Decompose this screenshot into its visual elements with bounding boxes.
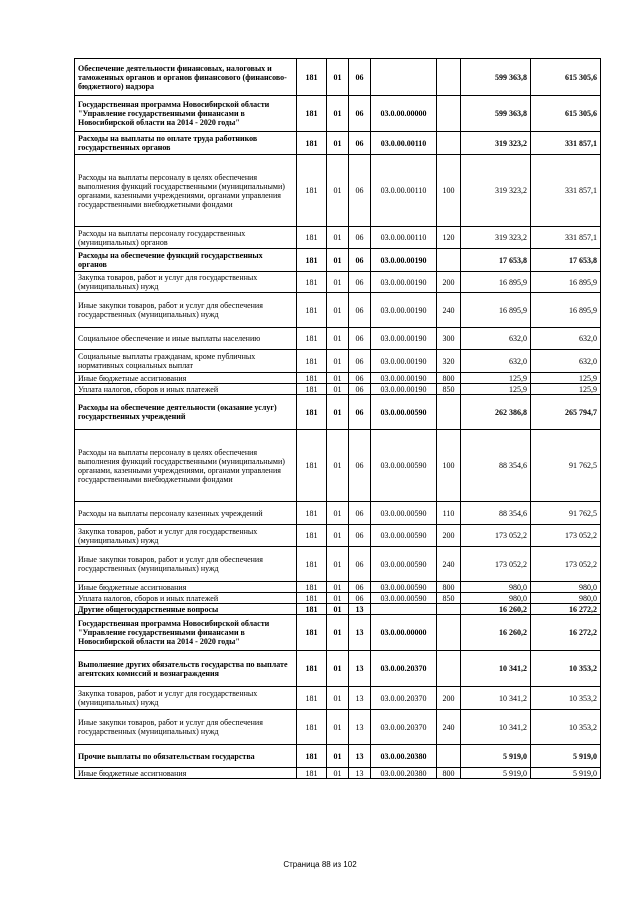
table-row (75, 59, 601, 96)
row-amount-year1: 10 341,2 (461, 687, 531, 710)
row-csr: 03.0.00.00190 (371, 328, 437, 350)
row-pr: 13 (349, 768, 371, 779)
row-name: Уплата налогов, сборов и иных платежей (75, 593, 297, 604)
row-rz: 01 (327, 96, 349, 132)
row-pr: 13 (349, 615, 371, 651)
row-rz: 01 (327, 745, 349, 768)
row-amount-year2: 5 919,0 (531, 745, 601, 768)
table-row (75, 350, 601, 373)
table-row (75, 745, 601, 768)
row-amount-year2: 16 895,9 (531, 272, 601, 293)
row-vr: 200 (437, 525, 461, 547)
row-vr (437, 132, 461, 155)
row-csr: 03.0.00.00110 (371, 155, 437, 227)
row-name: Другие общегосударственные вопросы (75, 604, 297, 615)
row-amount-year2: 91 762,5 (531, 430, 601, 502)
page-footer: Страница 88 из 102 (283, 860, 357, 869)
row-pr: 06 (349, 502, 371, 525)
row-amount-year2: 16 272,2 (531, 604, 601, 615)
row-csr: 03.0.00.00190 (371, 293, 437, 328)
row-rz: 01 (327, 328, 349, 350)
row-rz: 01 (327, 132, 349, 155)
row-csr: 03.0.00.20380 (371, 768, 437, 779)
row-vr (437, 615, 461, 651)
row-csr: 03.0.00.00590 (371, 582, 437, 593)
row-pr: 06 (349, 328, 371, 350)
row-amount-year2: 10 353,2 (531, 710, 601, 745)
row-amount-year1: 319 323,2 (461, 155, 531, 227)
row-vr: 100 (437, 430, 461, 502)
row-amount-year2: 5 919,0 (531, 768, 601, 779)
row-pr: 06 (349, 272, 371, 293)
row-vr: 320 (437, 350, 461, 373)
row-amount-year2: 632,0 (531, 328, 601, 350)
row-name: Закупка товаров, работ и услуг для государственных (муниципальных) нужд (75, 525, 297, 547)
row-pr: 06 (349, 430, 371, 502)
row-name: Закупка товаров, работ и услуг для государственных (муниципальных) нужд (75, 272, 297, 293)
row-vr: 240 (437, 710, 461, 745)
row-vr: 110 (437, 502, 461, 525)
row-csr (371, 59, 437, 96)
row-amount-year1: 88 354,6 (461, 502, 531, 525)
row-amount-year2: 17 653,8 (531, 249, 601, 272)
row-name: Расходы на выплаты персоналу государственных (муниципальных) органов (75, 227, 297, 249)
row-amount-year2: 331 857,1 (531, 132, 601, 155)
row-rz: 01 (327, 547, 349, 582)
row-grbs: 181 (297, 293, 327, 328)
row-amount-year2: 331 857,1 (531, 227, 601, 249)
row-pr: 06 (349, 384, 371, 395)
row-pr: 06 (349, 155, 371, 227)
row-amount-year1: 16 260,2 (461, 615, 531, 651)
row-grbs: 181 (297, 249, 327, 272)
row-vr: 300 (437, 328, 461, 350)
row-rz: 01 (327, 768, 349, 779)
table-row (75, 293, 601, 328)
row-pr: 06 (349, 96, 371, 132)
row-rz: 01 (327, 272, 349, 293)
table-row (75, 384, 601, 395)
row-name: Выполнение других обязательств государства по выплате агентских комиссий и вознаграждения (75, 651, 297, 687)
row-amount-year1: 88 354,6 (461, 430, 531, 502)
table-row (75, 373, 601, 384)
row-name: Расходы на выплаты персоналу в целях обеспечения выполнения функций государственными (муниципальными) органами, казенными учреждениями, органами управления государственными внебюджетными фондами (75, 430, 297, 502)
row-csr: 03.0.00.20380 (371, 745, 437, 768)
table-row (75, 502, 601, 525)
row-grbs: 181 (297, 59, 327, 96)
row-pr: 06 (349, 373, 371, 384)
table-row (75, 395, 601, 430)
row-csr: 03.0.00.00190 (371, 350, 437, 373)
row-csr: 03.0.00.20370 (371, 710, 437, 745)
row-grbs: 181 (297, 350, 327, 373)
row-vr: 200 (437, 687, 461, 710)
row-amount-year2: 173 052,2 (531, 547, 601, 582)
row-amount-year1: 980,0 (461, 593, 531, 604)
table-row (75, 687, 601, 710)
row-csr: 03.0.00.00590 (371, 502, 437, 525)
row-pr: 06 (349, 227, 371, 249)
row-csr: 03.0.00.20370 (371, 687, 437, 710)
table-body (75, 59, 601, 779)
row-grbs: 181 (297, 132, 327, 155)
row-vr (437, 604, 461, 615)
row-amount-year2: 125,9 (531, 373, 601, 384)
row-rz: 01 (327, 430, 349, 502)
row-rz: 01 (327, 249, 349, 272)
row-grbs: 181 (297, 272, 327, 293)
row-name: Уплата налогов, сборов и иных платежей (75, 384, 297, 395)
row-name: Расходы на выплаты по оплате труда работников государственных органов (75, 132, 297, 155)
row-csr: 03.0.00.20370 (371, 651, 437, 687)
row-amount-year1: 980,0 (461, 582, 531, 593)
table-row (75, 132, 601, 155)
row-rz: 01 (327, 582, 349, 593)
row-amount-year1: 173 052,2 (461, 547, 531, 582)
row-grbs: 181 (297, 525, 327, 547)
row-pr: 06 (349, 593, 371, 604)
row-amount-year1: 5 919,0 (461, 768, 531, 779)
row-grbs: 181 (297, 373, 327, 384)
row-rz: 01 (327, 155, 349, 227)
row-grbs: 181 (297, 96, 327, 132)
row-vr: 850 (437, 593, 461, 604)
row-pr: 06 (349, 582, 371, 593)
row-amount-year1: 632,0 (461, 350, 531, 373)
row-csr: 03.0.00.00590 (371, 430, 437, 502)
row-pr: 13 (349, 745, 371, 768)
row-grbs: 181 (297, 395, 327, 430)
row-amount-year1: 599 363,8 (461, 59, 531, 96)
row-grbs: 181 (297, 155, 327, 227)
row-rz: 01 (327, 227, 349, 249)
table-row (75, 328, 601, 350)
row-grbs: 181 (297, 227, 327, 249)
row-amount-year1: 16 895,9 (461, 272, 531, 293)
row-vr: 240 (437, 547, 461, 582)
row-amount-year1: 125,9 (461, 384, 531, 395)
row-amount-year1: 262 386,8 (461, 395, 531, 430)
row-amount-year1: 16 895,9 (461, 293, 531, 328)
row-amount-year1: 173 052,2 (461, 525, 531, 547)
row-amount-year2: 10 353,2 (531, 687, 601, 710)
row-amount-year1: 10 341,2 (461, 651, 531, 687)
row-vr: 800 (437, 373, 461, 384)
table-row (75, 272, 601, 293)
row-amount-year1: 17 653,8 (461, 249, 531, 272)
row-pr: 13 (349, 604, 371, 615)
row-grbs: 181 (297, 710, 327, 745)
row-amount-year2: 91 762,5 (531, 502, 601, 525)
row-name: Иные закупки товаров, работ и услуг для обеспечения государственных (муниципальных) нужд (75, 710, 297, 745)
row-rz: 01 (327, 604, 349, 615)
row-vr: 200 (437, 272, 461, 293)
row-vr (437, 59, 461, 96)
row-amount-year1: 10 341,2 (461, 710, 531, 745)
row-amount-year1: 599 363,8 (461, 96, 531, 132)
row-pr: 06 (349, 395, 371, 430)
row-vr: 240 (437, 293, 461, 328)
row-amount-year2: 615 305,6 (531, 96, 601, 132)
row-amount-year1: 632,0 (461, 328, 531, 350)
row-pr: 06 (349, 249, 371, 272)
row-csr: 03.0.00.00190 (371, 249, 437, 272)
row-rz: 01 (327, 59, 349, 96)
row-vr: 800 (437, 768, 461, 779)
table-row (75, 710, 601, 745)
row-pr: 13 (349, 687, 371, 710)
row-csr: 03.0.00.00000 (371, 96, 437, 132)
table-row (75, 593, 601, 604)
budget-table (74, 58, 601, 779)
row-vr (437, 395, 461, 430)
table-row (75, 615, 601, 651)
row-name: Прочие выплаты по обязательствам государства (75, 745, 297, 768)
row-vr: 850 (437, 384, 461, 395)
row-amount-year2: 16 272,2 (531, 615, 601, 651)
table-row (75, 430, 601, 502)
row-vr (437, 96, 461, 132)
row-name: Социальное обеспечение и иные выплаты населению (75, 328, 297, 350)
row-name: Иные закупки товаров, работ и услуг для обеспечения государственных (муниципальных) нужд (75, 293, 297, 328)
row-pr: 06 (349, 59, 371, 96)
row-grbs: 181 (297, 547, 327, 582)
row-rz: 01 (327, 710, 349, 745)
row-rz: 01 (327, 395, 349, 430)
row-name: Обеспечение деятельности финансовых, налоговых и таможенных органов и органов финансового (финансово-бюджетного) надзора (75, 59, 297, 96)
table-row (75, 651, 601, 687)
table-row (75, 768, 601, 779)
row-rz: 01 (327, 687, 349, 710)
row-amount-year1: 5 919,0 (461, 745, 531, 768)
row-csr: 03.0.00.00590 (371, 395, 437, 430)
row-pr: 06 (349, 293, 371, 328)
row-name: Социальные выплаты гражданам, кроме публичных нормативных социальных выплат (75, 350, 297, 373)
row-grbs: 181 (297, 328, 327, 350)
row-grbs: 181 (297, 687, 327, 710)
row-rz: 01 (327, 615, 349, 651)
row-pr: 06 (349, 132, 371, 155)
table-row (75, 227, 601, 249)
row-csr: 03.0.00.00110 (371, 227, 437, 249)
row-rz: 01 (327, 651, 349, 687)
row-grbs: 181 (297, 384, 327, 395)
row-rz: 01 (327, 593, 349, 604)
row-grbs: 181 (297, 768, 327, 779)
table-row (75, 249, 601, 272)
row-csr (371, 604, 437, 615)
row-csr: 03.0.00.00190 (371, 272, 437, 293)
row-amount-year1: 319 323,2 (461, 227, 531, 249)
row-name: Иные бюджетные ассигнования (75, 582, 297, 593)
row-vr (437, 745, 461, 768)
row-name: Иные бюджетные ассигнования (75, 768, 297, 779)
row-amount-year2: 980,0 (531, 582, 601, 593)
row-vr: 800 (437, 582, 461, 593)
row-vr (437, 651, 461, 687)
row-csr: 03.0.00.00190 (371, 384, 437, 395)
row-rz: 01 (327, 384, 349, 395)
row-amount-year2: 331 857,1 (531, 155, 601, 227)
table-row (75, 96, 601, 132)
row-amount-year2: 125,9 (531, 384, 601, 395)
row-amount-year1: 16 260,2 (461, 604, 531, 615)
row-amount-year2: 173 052,2 (531, 525, 601, 547)
row-rz: 01 (327, 525, 349, 547)
row-rz: 01 (327, 350, 349, 373)
row-rz: 01 (327, 293, 349, 328)
row-amount-year2: 615 305,6 (531, 59, 601, 96)
row-name: Расходы на обеспечение функций государственных органов (75, 249, 297, 272)
row-name: Иные закупки товаров, работ и услуг для обеспечения государственных (муниципальных) нужд (75, 547, 297, 582)
row-grbs: 181 (297, 502, 327, 525)
row-name: Расходы на выплаты персоналу казенных учреждений (75, 502, 297, 525)
row-amount-year2: 632,0 (531, 350, 601, 373)
row-name: Государственная программа Новосибирской области "Управление государственными финансами в Новосибирской области на 2014 - 2020 годы" (75, 96, 297, 132)
row-rz: 01 (327, 373, 349, 384)
table-row (75, 604, 601, 615)
table-row (75, 582, 601, 593)
row-pr: 06 (349, 350, 371, 373)
row-grbs: 181 (297, 593, 327, 604)
row-grbs: 181 (297, 745, 327, 768)
row-amount-year2: 10 353,2 (531, 651, 601, 687)
row-name: Государственная программа Новосибирской области "Управление государственными финансами в Новосибирской области на 2014 - 2020 годы" (75, 615, 297, 651)
row-amount-year2: 265 794,7 (531, 395, 601, 430)
row-name: Расходы на обеспечение деятельности (оказание услуг) государственных учреждений (75, 395, 297, 430)
row-grbs: 181 (297, 430, 327, 502)
row-amount-year2: 980,0 (531, 593, 601, 604)
row-pr: 13 (349, 651, 371, 687)
row-csr: 03.0.00.00000 (371, 615, 437, 651)
row-csr: 03.0.00.00110 (371, 132, 437, 155)
row-vr (437, 249, 461, 272)
row-name: Закупка товаров, работ и услуг для государственных (муниципальных) нужд (75, 687, 297, 710)
row-name: Иные бюджетные ассигнования (75, 373, 297, 384)
row-grbs: 181 (297, 604, 327, 615)
row-pr: 13 (349, 710, 371, 745)
row-csr: 03.0.00.00590 (371, 547, 437, 582)
row-vr: 100 (437, 155, 461, 227)
row-pr: 06 (349, 525, 371, 547)
row-vr: 120 (437, 227, 461, 249)
row-amount-year2: 16 895,9 (531, 293, 601, 328)
row-grbs: 181 (297, 615, 327, 651)
row-grbs: 181 (297, 582, 327, 593)
row-csr: 03.0.00.00590 (371, 525, 437, 547)
row-name: Расходы на выплаты персоналу в целях обеспечения выполнения функций государственными (муниципальными) органами, казенными учреждениями, органами управления государственными внебюджетными фондами (75, 155, 297, 227)
row-rz: 01 (327, 502, 349, 525)
table-row (75, 547, 601, 582)
row-csr: 03.0.00.00590 (371, 593, 437, 604)
row-amount-year1: 125,9 (461, 373, 531, 384)
row-pr: 06 (349, 547, 371, 582)
row-amount-year1: 319 323,2 (461, 132, 531, 155)
table-row (75, 525, 601, 547)
row-grbs: 181 (297, 651, 327, 687)
table-row (75, 155, 601, 227)
row-csr: 03.0.00.00190 (371, 373, 437, 384)
